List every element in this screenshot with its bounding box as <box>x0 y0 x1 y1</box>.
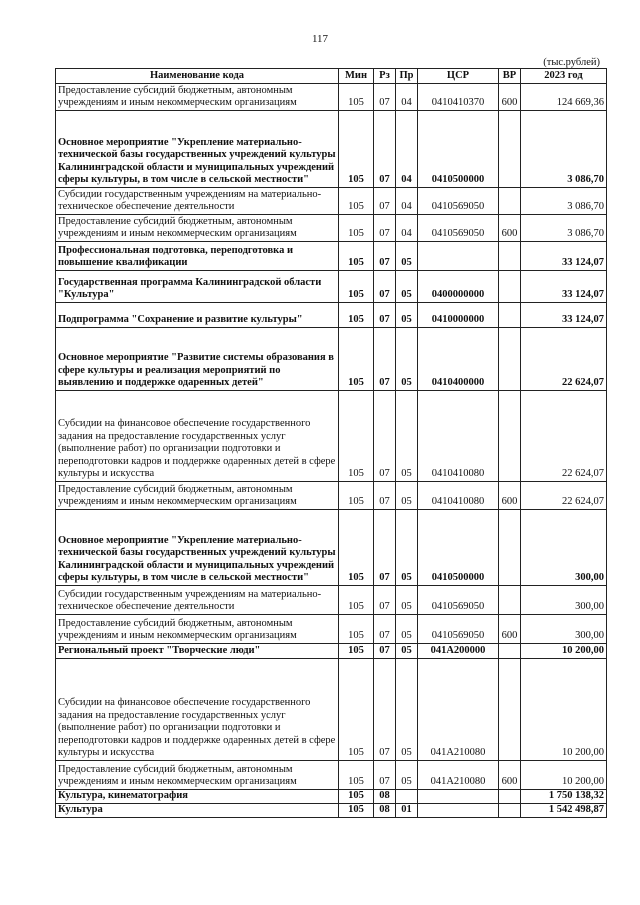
cell-name: Предоставление субсидий бюджетным, автономным учреждениям и иным некоммерческим организациям <box>56 761 339 790</box>
cell-name: Предоставление субсидий бюджетным, автономным учреждениям и иным некоммерческим организациям <box>56 215 339 242</box>
cell-name: Основное мероприятие "Укрепление материально-технической базы государственных учреждений культуры Калининградской области и муниципальных учреждений сферы культуры, в том числе в сельской местности" <box>56 111 339 188</box>
cell-pr: 05 <box>396 482 418 510</box>
table-row <box>56 644 607 659</box>
cell-amount: 3 086,70 <box>521 188 607 215</box>
table-row <box>56 391 607 482</box>
cell-name: Предоставление субсидий бюджетным, автономным учреждениям и иным некоммерческим организациям <box>56 482 339 510</box>
cell-rz: 07 <box>374 328 396 391</box>
cell-pr: 05 <box>396 303 418 328</box>
cell-amount: 10 200,00 <box>521 659 607 761</box>
table-row <box>56 804 607 818</box>
cell-amount: 10 200,00 <box>521 761 607 790</box>
table-row <box>56 84 607 111</box>
cell-csr <box>418 804 499 818</box>
header-name: Наименование кода <box>56 69 339 84</box>
cell-name: Основное мероприятие "Развитие системы образования в сфере культуры и реализация мероприятий по выявлению и поддержке одаренных детей" <box>56 328 339 391</box>
cell-min: 105 <box>339 586 374 615</box>
cell-pr: 05 <box>396 761 418 790</box>
cell-min: 105 <box>339 84 374 111</box>
cell-vr <box>499 790 521 804</box>
cell-name: Региональный проект "Творческие люди" <box>56 644 339 659</box>
cell-pr: 05 <box>396 615 418 644</box>
cell-vr <box>499 111 521 188</box>
table-row <box>56 659 607 761</box>
table-row <box>56 111 607 188</box>
table-row <box>56 790 607 804</box>
header-csr: ЦСР <box>418 69 499 84</box>
cell-csr: 041A210080 <box>418 659 499 761</box>
cell-vr <box>499 188 521 215</box>
cell-csr <box>418 790 499 804</box>
cell-vr <box>499 391 521 482</box>
cell-pr: 04 <box>396 84 418 111</box>
cell-rz: 07 <box>374 271 396 303</box>
cell-min: 105 <box>339 761 374 790</box>
cell-vr: 600 <box>499 215 521 242</box>
cell-rz: 07 <box>374 761 396 790</box>
cell-vr <box>499 303 521 328</box>
table-row <box>56 188 607 215</box>
cell-min: 105 <box>339 242 374 271</box>
cell-amount: 33 124,07 <box>521 271 607 303</box>
cell-vr <box>499 510 521 586</box>
cell-amount: 3 086,70 <box>521 215 607 242</box>
cell-name: Предоставление субсидий бюджетным, автономным учреждениям и иным некоммерческим организациям <box>56 615 339 644</box>
cell-rz: 07 <box>374 188 396 215</box>
cell-rz: 07 <box>374 391 396 482</box>
cell-csr: 0410000000 <box>418 303 499 328</box>
cell-min: 105 <box>339 188 374 215</box>
table-row <box>56 215 607 242</box>
budget-table <box>55 68 607 818</box>
cell-amount: 300,00 <box>521 510 607 586</box>
cell-rz: 07 <box>374 215 396 242</box>
cell-min: 105 <box>339 271 374 303</box>
cell-csr: 041A210080 <box>418 761 499 790</box>
cell-amount: 33 124,07 <box>521 242 607 271</box>
cell-name: Субсидии на финансовое обеспечение государственного задания на предоставление государственных услуг (выполнение работ) по организации подготовки и переподготовки кадров и поддержке одаренных детей в сфере культуры и искусства <box>56 391 339 482</box>
cell-csr: 0400000000 <box>418 271 499 303</box>
cell-rz: 07 <box>374 659 396 761</box>
cell-rz: 07 <box>374 111 396 188</box>
cell-rz: 07 <box>374 615 396 644</box>
cell-name: Основное мероприятие "Укрепление материально-технической базы государственных учреждений культуры Калининградской области и муниципальных учреждений сферы культуры, в том числе в сельской местности" <box>56 510 339 586</box>
cell-amount: 300,00 <box>521 586 607 615</box>
cell-rz: 07 <box>374 482 396 510</box>
cell-pr: 05 <box>396 391 418 482</box>
cell-csr: 0410569050 <box>418 586 499 615</box>
table-header-row <box>56 69 607 84</box>
cell-csr: 041A200000 <box>418 644 499 659</box>
cell-amount: 22 624,07 <box>521 391 607 482</box>
cell-name: Профессиональная подготовка, переподготовка и повышение квалификации <box>56 242 339 271</box>
cell-pr: 05 <box>396 242 418 271</box>
cell-amount: 1 542 498,87 <box>521 804 607 818</box>
cell-name: Предоставление субсидий бюджетным, автономным учреждениям и иным некоммерческим организациям <box>56 84 339 111</box>
cell-min: 105 <box>339 659 374 761</box>
cell-vr: 600 <box>499 482 521 510</box>
cell-vr <box>499 659 521 761</box>
cell-rz: 07 <box>374 644 396 659</box>
cell-rz: 07 <box>374 242 396 271</box>
cell-pr: 05 <box>396 328 418 391</box>
cell-min: 105 <box>339 303 374 328</box>
cell-pr: 04 <box>396 215 418 242</box>
cell-rz: 08 <box>374 804 396 818</box>
cell-rz: 07 <box>374 303 396 328</box>
cell-vr: 600 <box>499 84 521 111</box>
cell-name: Субсидии государственным учреждениям на материально-техническое обеспечение деятельности <box>56 188 339 215</box>
cell-pr: 04 <box>396 188 418 215</box>
cell-pr: 05 <box>396 510 418 586</box>
cell-pr: 04 <box>396 111 418 188</box>
cell-min: 105 <box>339 482 374 510</box>
cell-csr: 0410400000 <box>418 328 499 391</box>
table-body <box>56 84 607 818</box>
cell-pr: 01 <box>396 804 418 818</box>
cell-vr <box>499 644 521 659</box>
cell-vr <box>499 242 521 271</box>
cell-min: 105 <box>339 391 374 482</box>
table-row <box>56 586 607 615</box>
cell-min: 105 <box>339 111 374 188</box>
table-row <box>56 615 607 644</box>
cell-rz: 07 <box>374 586 396 615</box>
cell-csr: 0410500000 <box>418 111 499 188</box>
cell-csr: 0410569050 <box>418 615 499 644</box>
cell-min: 105 <box>339 615 374 644</box>
cell-name: Культура, кинематография <box>56 790 339 804</box>
cell-amount: 1 750 138,32 <box>521 790 607 804</box>
cell-amount: 22 624,07 <box>521 482 607 510</box>
header-min: Мин <box>339 69 374 84</box>
cell-min: 105 <box>339 510 374 586</box>
cell-name: Субсидии государственным учреждениям на материально-техническое обеспечение деятельности <box>56 586 339 615</box>
cell-amount: 10 200,00 <box>521 644 607 659</box>
cell-csr: 0410410080 <box>418 482 499 510</box>
header-rz: Рз <box>374 69 396 84</box>
cell-name: Государственная программа Калининградской области "Культура" <box>56 271 339 303</box>
cell-vr <box>499 586 521 615</box>
page-number: 117 <box>311 33 329 45</box>
cell-csr: 0410410080 <box>418 391 499 482</box>
cell-vr: 600 <box>499 615 521 644</box>
cell-rz: 07 <box>374 510 396 586</box>
cell-min: 105 <box>339 644 374 659</box>
cell-csr <box>418 242 499 271</box>
cell-min: 105 <box>339 215 374 242</box>
cell-amount: 33 124,07 <box>521 303 607 328</box>
header-year: 2023 год <box>521 69 607 84</box>
cell-name: Субсидии на финансовое обеспечение государственного задания на предоставление государственных услуг (выполнение работ) по организации подготовки и переподготовки кадров и поддержке одаренных детей в сфере культуры и искусства <box>56 659 339 761</box>
header-pr: Пр <box>396 69 418 84</box>
table-row <box>56 271 607 303</box>
cell-csr: 0410569050 <box>418 188 499 215</box>
cell-vr <box>499 271 521 303</box>
cell-vr <box>499 804 521 818</box>
cell-amount: 124 669,36 <box>521 84 607 111</box>
table-row <box>56 761 607 790</box>
cell-amount: 22 624,07 <box>521 328 607 391</box>
cell-min: 105 <box>339 328 374 391</box>
cell-csr: 0410500000 <box>418 510 499 586</box>
cell-pr: 05 <box>396 659 418 761</box>
cell-csr: 0410410370 <box>418 84 499 111</box>
cell-pr: 05 <box>396 644 418 659</box>
table-row <box>56 303 607 328</box>
cell-pr: 05 <box>396 271 418 303</box>
cell-rz: 08 <box>374 790 396 804</box>
cell-name: Подпрограмма "Сохранение и развитие культуры" <box>56 303 339 328</box>
table-row <box>56 328 607 391</box>
cell-amount: 3 086,70 <box>521 111 607 188</box>
table-row <box>56 510 607 586</box>
cell-min: 105 <box>339 804 374 818</box>
cell-csr: 0410569050 <box>418 215 499 242</box>
cell-vr: 600 <box>499 761 521 790</box>
header-vr: ВР <box>499 69 521 84</box>
table-row <box>56 482 607 510</box>
cell-rz: 07 <box>374 84 396 111</box>
cell-pr <box>396 790 418 804</box>
cell-vr <box>499 328 521 391</box>
cell-min: 105 <box>339 790 374 804</box>
cell-name: Культура <box>56 804 339 818</box>
table-row <box>56 242 607 271</box>
cell-pr: 05 <box>396 586 418 615</box>
cell-amount: 300,00 <box>521 615 607 644</box>
units-label: (тыс.рублей) <box>543 57 600 68</box>
